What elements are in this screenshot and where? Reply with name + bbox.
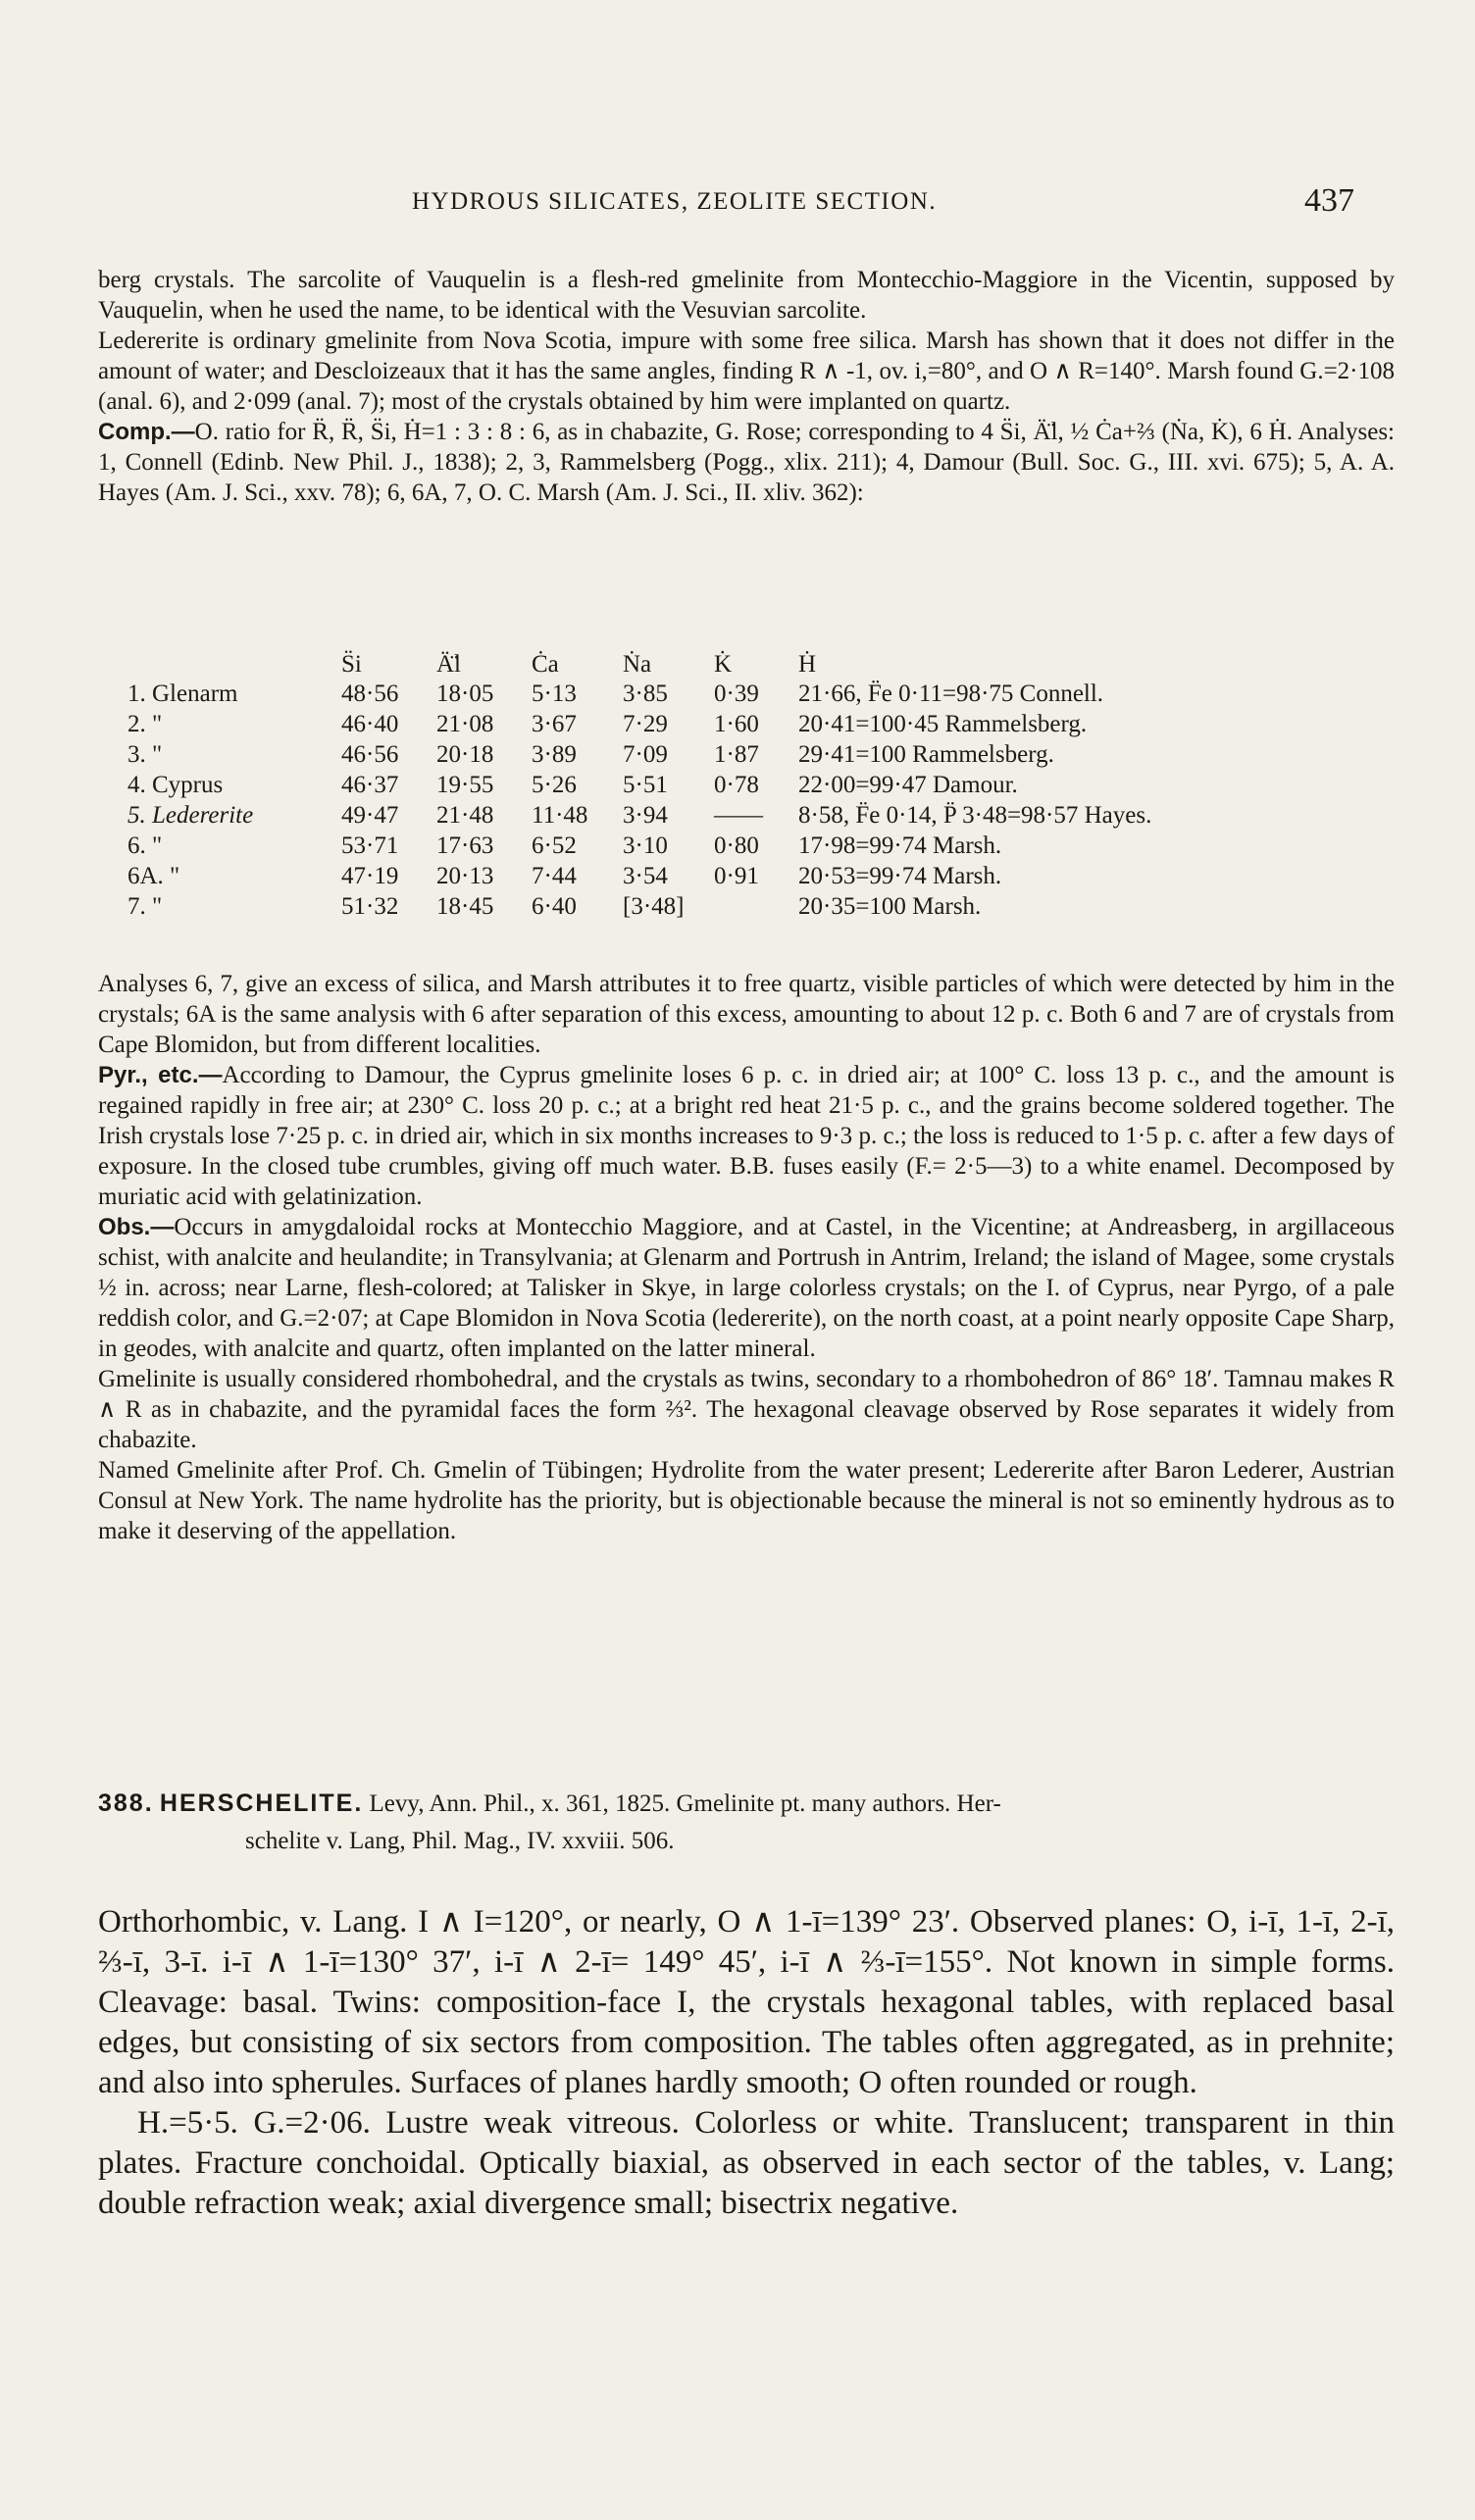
- pyr-lead: Pyr., etc.—: [98, 1062, 223, 1088]
- obs-lead: Obs.—: [98, 1214, 175, 1240]
- cell-na: 7·09: [623, 740, 668, 768]
- table-row: [127, 739, 1151, 770]
- cell-na: 3·10: [623, 832, 668, 859]
- cell-al: 18·05: [436, 680, 494, 707]
- cell-al: 20·18: [436, 740, 494, 768]
- cell-na: 3·94: [623, 801, 668, 829]
- cell-si: 46·56: [341, 740, 399, 768]
- cell-k: 0·78: [714, 771, 759, 798]
- cell-k: 0·91: [714, 862, 759, 889]
- table-row: [127, 679, 1151, 709]
- paragraph-crystallography: Orthorhombic, v. Lang. I ∧ I=120°, or nearly, O ∧ 1-ī=139° 23′. Observed planes: O, i-ī, 1-ī, 2-ī, ⅔-ī, 3-ī. i-ī ∧ 1-ī=130° 37′, i-ī ∧ 2-ī= 149° 45′, i-ī ∧ ⅔-ī=155°. Not known in simple forms. Cleavage: basal. Twins: composition-face I, the crystals hexagonal tables, with replaced basal edges, but consisting of six sectors from composition. The tables often aggregated, as in prehnite; and also into spherules. Surfaces of planes hardly smooth; O often rounded or rough.: [98, 1904, 1395, 2100]
- table-row: [127, 709, 1151, 739]
- cell-al: 21·08: [436, 710, 494, 737]
- cell-h: 29·41=100 Rammelsberg.: [798, 740, 1054, 768]
- cell-ca: 11·48: [532, 801, 588, 829]
- row-label: 2. ": [127, 710, 163, 737]
- cell-h: 22·00=99·47 Damour.: [798, 771, 1018, 798]
- cell-h: 21·66, F̈e 0·11=98·75 Connell.: [798, 680, 1104, 707]
- header-si: S̈i: [341, 651, 362, 678]
- paragraph-sarcolite: berg crystals. The sarcolite of Vauquelin is a flesh-red gmelinite from Montecchio-Maggiore in the Vicentin, supposed by Vauquelin, when he used the name, to be identical with the Vesuvian sarcolite.: [98, 267, 1395, 324]
- cell-ca: 5·13: [532, 680, 577, 707]
- cell-al: 20·13: [436, 862, 494, 889]
- paragraph-gmelinite-system: Gmelinite is usually considered rhombohedral, and the crystals as twins, secondary to a rhombohedron of 86° 18′. Tamnau makes R ∧ R as in chabazite, and the pyramidal faces the form ⅔². The hexagonal cleavage observed by Rose separates it widely from chabazite.: [98, 1366, 1395, 1453]
- cell-si: 46·37: [341, 771, 399, 798]
- herschelite-line-1: [98, 1785, 1395, 1823]
- row-label: 3. ": [127, 740, 163, 768]
- cell-h: 20·41=100·45 Rammelsberg.: [798, 710, 1088, 737]
- row-label: 5. Ledererite: [127, 801, 254, 829]
- cell-h: 17·98=99·74 Marsh.: [798, 832, 1002, 859]
- paragraph-pyrognostics: [98, 1060, 1395, 1212]
- pyr-text: According to Damour, the Cyprus gmelinite loses 6 p. c. in dried air; at 100° C. loss 13 p. c., and the amount is regained rapidly in free air; at 230° C. loss 20 p. c.; at a bright red heat 21·5 p. c., and the grains become soldered together. The Irish crystals lose 7·25 p. c. in dried air, which in six months increases to 9·3 p. c.; the loss is reduced to 1·5 p. c. after a few days of exposure. In the closed tube crumbles, giving off much water. B.B. fuses easily (F.= 2·5—3) to a white enamel. Decomposed by muriatic acid with gelatinization.: [98, 1062, 1395, 1210]
- cell-al: 17·63: [436, 832, 494, 859]
- cell-ca: 5·26: [532, 771, 577, 798]
- paragraph-composition: [98, 417, 1395, 508]
- cell-si: 46·40: [341, 710, 399, 737]
- header-h: Ḣ: [798, 651, 817, 678]
- herschelite-description: [98, 1902, 1395, 2224]
- cell-k: 0·80: [714, 832, 759, 859]
- paragraph-ledererite: Ledererite is ordinary gmelinite from Nova Scotia, impure with some free silica. Marsh has shown that it does not differ in the amount of water; and Descloizeaux that it has the same angles, finding R ∧ -1, ov. i,=80°, and O ∧ R=140°. Marsh found G.=2·108 (anal. 6), and 2·099 (anal. 7); most of the crystals obtained by him were implanted on quartz.: [98, 328, 1395, 415]
- species-refs-1: Levy, Ann. Phil., x. 361, 1825. Gmelinite pt. many authors. Her-: [369, 1790, 1001, 1817]
- cell-k: ——: [714, 801, 763, 829]
- header-blank: [127, 639, 341, 679]
- header-na: Ṅa: [623, 651, 652, 678]
- row-label: 7. ": [127, 892, 163, 920]
- header-ca: Ċa: [532, 651, 559, 678]
- paragraph-observations: [98, 1212, 1395, 1364]
- paragraph-naming: Named Gmelinite after Prof. Ch. Gmelin of Tübingen; Hydrolite from the water present; Ledererite after Baron Lederer, Austrian Consul at New York. The name hydrolite has the priority, but is objectionable because the mineral is not so eminently hydrous as to make it deserving of the appellation.: [98, 1457, 1395, 1544]
- cell-k: 1·87: [714, 740, 759, 768]
- paragraph-physical-properties: H.=5·5. G.=2·06. Lustre weak vitreous. Colorless or white. Translucent; transparent in thin plates. Fracture conchoidal. Optically biaxial, as observed in each sector of the tables, v. Lang; double refraction weak; axial divergence small; bisectrix negative.: [98, 2105, 1395, 2221]
- cell-na: [3·48]: [623, 892, 685, 920]
- table-row: [127, 861, 1151, 891]
- cell-si: 49·47: [341, 801, 399, 829]
- species-name: HERSCHELITE.: [159, 1789, 364, 1817]
- composition-text: O. ratio for R̈, R̈, S̈i, Ḣ=1 : 3 : 8 : 6, as in chabazite, G. Rose; corresponding to 4 S̈i, Ä̈l, ½ Ċa+⅔ (Ṅa, K̇), 6 Ḣ. Analyses: 1, Connell (Edinb. New Phil. J., 1838); 2, 3, Rammelsberg (Pogg., xlix. 211); 4, Damour (Bull. Soc. G., III. xvi. 675); 5, A. A. Hayes (Am. J. Sci., xxv. 78); 6, 6A, 7, O. C. Marsh (Am. J. Sci., II. xliv. 362):: [98, 419, 1395, 506]
- row-label: 6. ": [127, 832, 163, 859]
- header-k: K̇: [714, 651, 733, 678]
- top-text-block: [98, 265, 1395, 508]
- species-number: 388.: [98, 1789, 154, 1817]
- cell-ca: 7·44: [532, 862, 577, 889]
- cell-ca: 6·52: [532, 832, 577, 859]
- running-title: HYDROUS SILICATES, ZEOLITE SECTION.: [412, 188, 938, 215]
- cell-al: 18·45: [436, 892, 494, 920]
- analysis-header-row: [127, 639, 1151, 679]
- cell-na: 3·85: [623, 680, 668, 707]
- page-number: 437: [1304, 182, 1354, 219]
- cell-ca: 3·67: [532, 710, 577, 737]
- cell-na: 5·51: [623, 771, 668, 798]
- table-row: [127, 800, 1151, 831]
- cell-k: [714, 891, 798, 922]
- species-refs-2: schelite v. Lang, Phil. Mag., IV. xxviii. 506.: [245, 1828, 675, 1854]
- cell-ca: 3·89: [532, 740, 577, 768]
- paragraph-analyses-note: Analyses 6, 7, give an excess of silica, and Marsh attributes it to free quartz, visible particles of which were detected by him in the crystals; 6A is the same analysis with 6 after separation of this excess, amounting to about 12 p. c. Both 6 and 7 are of crystals from Cape Blomidon, but from different localities.: [98, 971, 1395, 1058]
- cell-ca: 6·40: [532, 892, 577, 920]
- cell-h: 20·53=99·74 Marsh.: [798, 862, 1002, 889]
- cell-al: 21·48: [436, 801, 494, 829]
- herschelite-heading: [98, 1785, 1395, 1860]
- cell-si: 51·32: [341, 892, 399, 920]
- cell-h: 8·58, F̈e 0·14, P̈ 3·48=98·57 Hayes.: [798, 801, 1152, 829]
- obs-text: Occurs in amygdaloidal rocks at Montecchio Maggiore, and at Castel, in the Vicentine; at Andreasberg, in argillaceous schist, with analcite and heulandite; in Transylvania; at Glenarm and Portrush in Antrim, Ireland; the island of Magee, some crystals ½ in. across; near Larne, flesh-colored; at Talisker in Skye, in large colorless crystals; on the I. of Cyprus, near Pyrgo, of a pale reddish color, and G.=2·07; at Cape Blomidon in Nova Scotia (ledererite), on the north coast, at a point nearly opposite Cape Sharp, in geodes, with analcite and quartz, often implanted on the latter mineral.: [98, 1214, 1395, 1362]
- cell-si: 48·56: [341, 680, 399, 707]
- composition-lead: Comp.—: [98, 419, 195, 445]
- table-row: [127, 831, 1151, 861]
- cell-k: 0·39: [714, 680, 759, 707]
- cell-na: 3·54: [623, 862, 668, 889]
- analysis-table: [127, 639, 1151, 922]
- row-label: 4. Cyprus: [127, 771, 224, 798]
- cell-h: 20·35=100 Marsh.: [798, 892, 982, 920]
- cell-si: 47·19: [341, 862, 399, 889]
- table-row: [127, 891, 1151, 922]
- mid-text-block: [98, 969, 1395, 1546]
- row-label: 6A. ": [127, 862, 180, 889]
- header-al: Ä̈l: [436, 651, 461, 678]
- table-row: [127, 770, 1151, 800]
- row-label: 1. Glenarm: [127, 680, 238, 707]
- cell-al: 19·55: [436, 771, 494, 798]
- cell-k: 1·60: [714, 710, 759, 737]
- cell-si: 53·71: [341, 832, 399, 859]
- cell-na: 7·29: [623, 710, 668, 737]
